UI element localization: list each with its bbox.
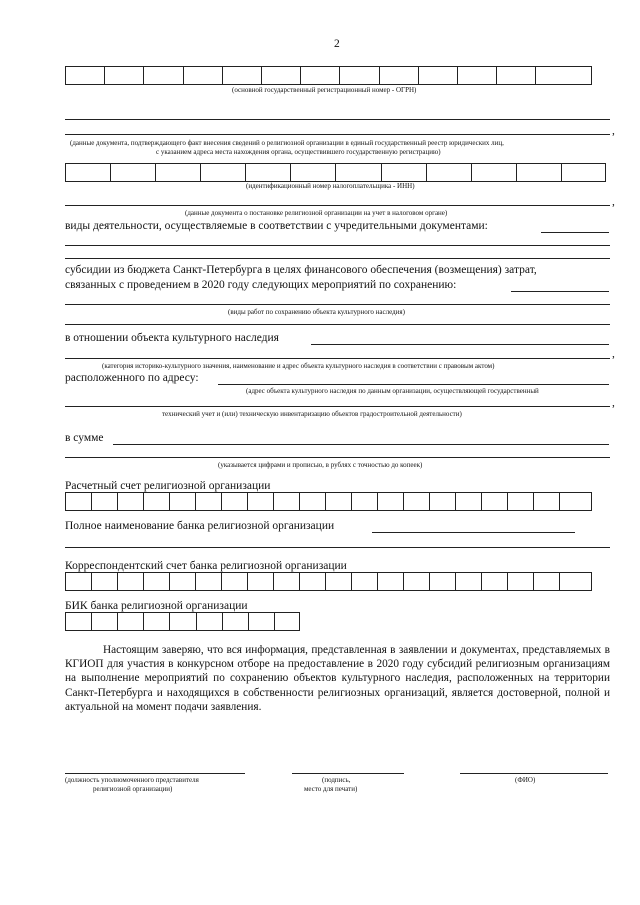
position-line[interactable] bbox=[65, 773, 245, 774]
activities-label: виды деятельности, осуществляемые в соответствии с учредительными документами: bbox=[65, 220, 488, 232]
declaration-text: Настоящим заверяю, что вся информация, представленная в заявлении и документах, представляемых в КГИОП для участия в конкурсном отборе на предоставление в 2020 году субсидий религиозным организациям на выполнение мероприятий по сохранению объектов культурного наследия, расположенных на территории Санкт-Петербурга и находящихся в собственности религиозных организаций, является достоверной, полной и актуальной на момент подачи заявления. bbox=[65, 644, 610, 713]
bank-name-line-end[interactable] bbox=[372, 532, 575, 533]
signature-line[interactable] bbox=[292, 773, 404, 774]
category-caption: (категория историко-культурного значения, наименование и адрес объекта культурного наследия в соответствии с правовым актом) bbox=[102, 362, 495, 370]
sum-label: в сумме bbox=[65, 432, 104, 444]
account-label: Расчетный счет религиозной организации bbox=[65, 480, 271, 492]
position-caption-1: (должность уполномоченного представителя bbox=[65, 776, 199, 784]
corr-account-label: Корреспондентский счет банка религиозной организации bbox=[65, 560, 347, 572]
bik-boxes[interactable] bbox=[65, 612, 300, 631]
bik-label: БИК банка религиозной организации bbox=[65, 600, 248, 612]
subsidy-line-end[interactable] bbox=[511, 291, 609, 292]
inn-boxes[interactable] bbox=[65, 163, 606, 182]
registry-caption-2: с указанием адреса места нахождения органа, осуществившего государственную регистрацию) bbox=[156, 148, 441, 156]
works-caption: (виды работ по сохранению объекта культурного наследия) bbox=[228, 308, 405, 316]
object-label: в отношении объекта культурного наследия bbox=[65, 332, 279, 344]
subsidy-line-1: субсидии из бюджета Санкт-Петербурга в целях финансового обеспечения (возмещения) затрат, bbox=[65, 264, 537, 276]
object-comma: , bbox=[612, 348, 615, 360]
signature-caption-2: место для печати) bbox=[304, 785, 358, 793]
fio-caption: (ФИО) bbox=[515, 776, 536, 784]
registry-caption-1: (данные документа, подтверждающего факт внесения сведений о религиозной организации в единый государственный реестр юридических лиц, bbox=[70, 139, 504, 147]
activities-line-2[interactable] bbox=[65, 258, 610, 259]
address-comma: , bbox=[612, 397, 615, 409]
sum-line-end[interactable] bbox=[113, 444, 609, 445]
subsidy-line-2: связанных с проведением в 2020 году следующих мероприятий по сохранению: bbox=[65, 279, 457, 291]
fio-line[interactable] bbox=[460, 773, 608, 774]
sum-line[interactable] bbox=[65, 457, 610, 458]
ogrn-boxes[interactable] bbox=[65, 66, 592, 85]
account-boxes[interactable] bbox=[65, 492, 592, 511]
signature-caption-1: (подпись, bbox=[322, 776, 351, 784]
activities-line-1[interactable] bbox=[65, 245, 610, 246]
ogrn-caption: (основной государственный регистрационный номер - ОГРН) bbox=[232, 86, 417, 94]
address-caption-1: (адрес объекта культурного наследия по данным организации, осуществляющей государственный bbox=[246, 387, 539, 395]
page-number: 2 bbox=[334, 38, 340, 50]
works-line[interactable] bbox=[65, 304, 610, 305]
address-caption-2: технический учет и (или) техническую инвентаризацию объектов градостроительной деятельности) bbox=[162, 410, 462, 418]
registry-line-2[interactable] bbox=[65, 134, 610, 135]
address-line-end[interactable] bbox=[218, 384, 609, 385]
corr-account-boxes[interactable] bbox=[65, 572, 592, 591]
tax-line[interactable] bbox=[65, 205, 610, 206]
address-label: расположенного по адресу: bbox=[65, 372, 199, 384]
tax-caption: (данные документа о постановке религиозной организации на учет в налоговом органе) bbox=[185, 209, 448, 217]
bank-name-line[interactable] bbox=[65, 547, 610, 548]
inn-caption: (идентификационный номер налогоплательщика - ИНН) bbox=[246, 182, 415, 190]
tax-comma: , bbox=[612, 196, 615, 208]
position-caption-2: религиозной организации) bbox=[93, 785, 173, 793]
registry-line-1[interactable] bbox=[65, 119, 610, 120]
sum-caption: (указывается цифрами и прописью, в рублях с точностью до копеек) bbox=[218, 461, 423, 469]
object-line[interactable] bbox=[65, 358, 610, 359]
address-line[interactable] bbox=[65, 406, 610, 407]
object-line-end[interactable] bbox=[311, 344, 609, 345]
activities-line-end[interactable] bbox=[541, 232, 609, 233]
registry-comma: , bbox=[612, 125, 615, 137]
bank-name-label: Полное наименование банка религиозной организации bbox=[65, 520, 335, 532]
works-line-2[interactable] bbox=[65, 324, 610, 325]
